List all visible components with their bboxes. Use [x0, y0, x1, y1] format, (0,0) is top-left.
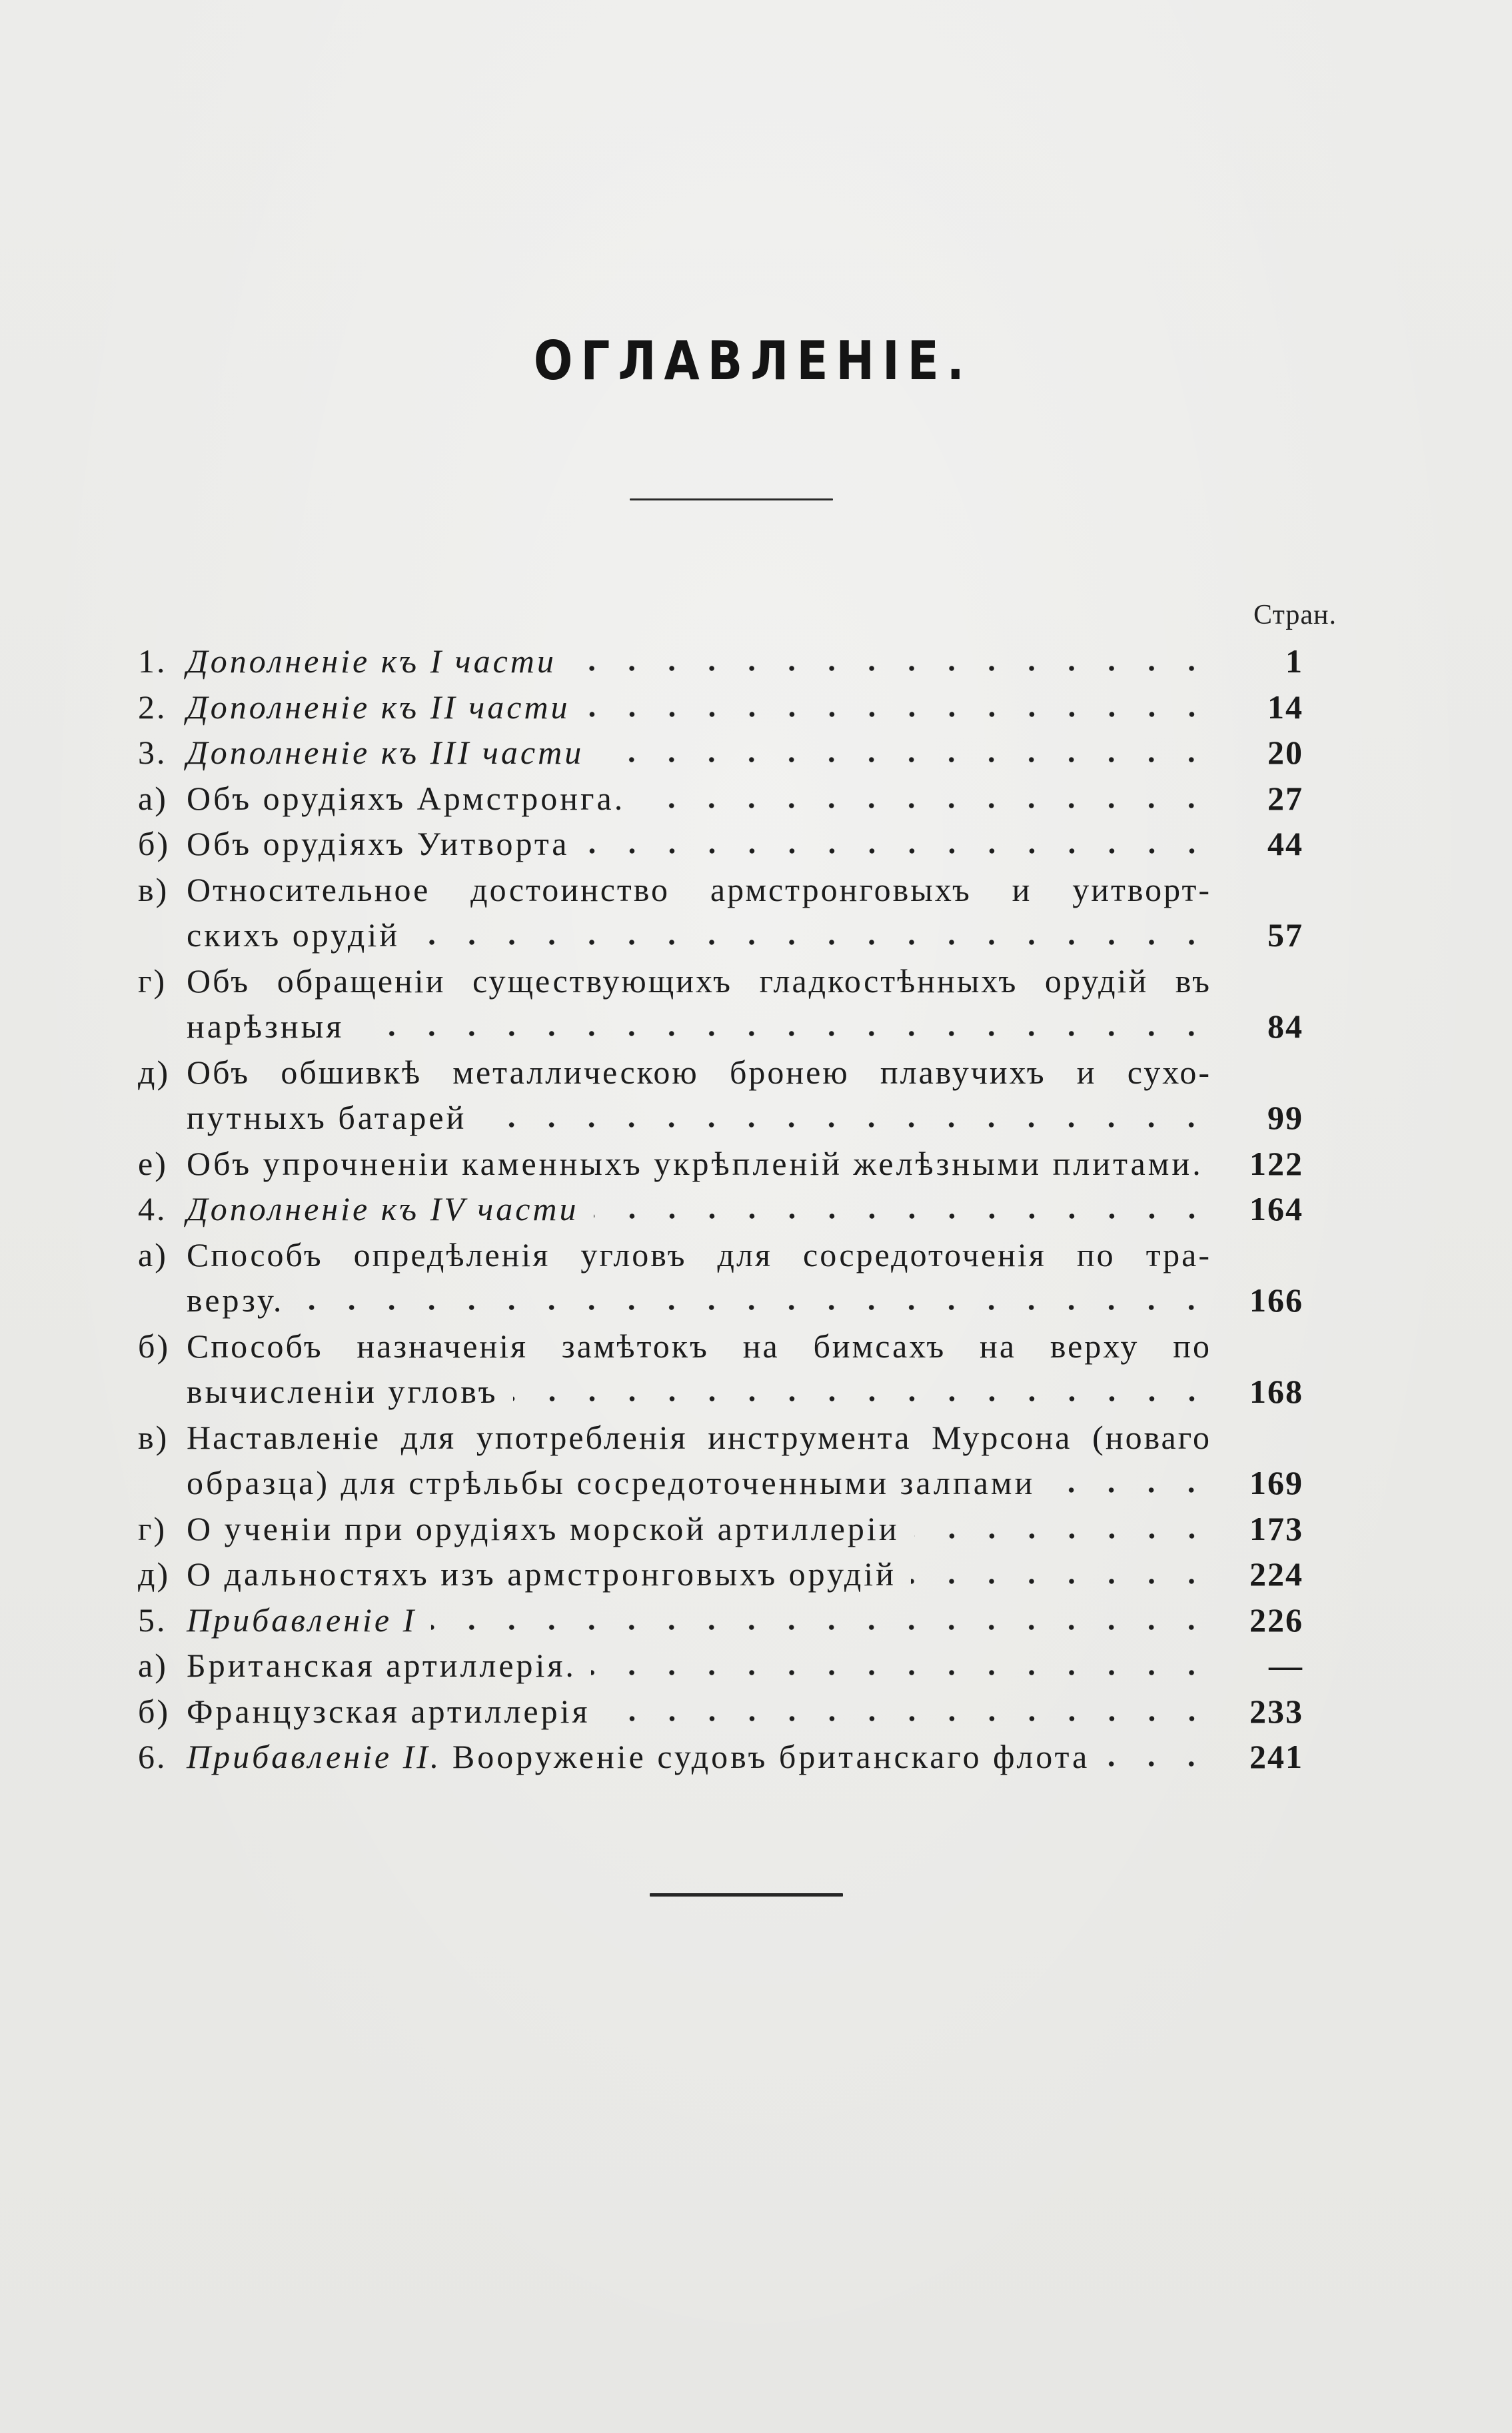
- toc-entry-text: О дальностяхъ изъ армстронговыхъ орудій: [187, 1555, 896, 1593]
- toc-page-number: 173: [1249, 1509, 1303, 1547]
- toc-entry: [0, 1006, 1512, 1052]
- toc-entry-title: [187, 687, 1211, 727]
- toc-page-number: 44: [1267, 825, 1303, 862]
- dot-leader: [431, 1623, 1211, 1631]
- toc-entry: [0, 1509, 1512, 1555]
- toc-entry-number: 4.: [138, 1190, 167, 1227]
- toc-page-number: 14: [1267, 688, 1303, 726]
- toc-entry-title: [187, 1189, 1211, 1229]
- toc-entry-title: [187, 1098, 1211, 1138]
- toc-entry-title: [187, 641, 1211, 681]
- toc-entry-title: [187, 915, 1211, 955]
- toc-entry-text: скихъ орудій: [187, 916, 400, 954]
- toc-page-number: 84: [1267, 1008, 1303, 1045]
- dot-leader: [598, 756, 1211, 764]
- toc-page-number: 57: [1267, 916, 1303, 954]
- toc-entry: [0, 687, 1512, 733]
- toc-entry-italic-title: Дополненіе къ II части: [187, 688, 570, 726]
- toc-entry: [0, 732, 1512, 778]
- toc-entry-number: д): [138, 1555, 171, 1593]
- toc-entry: [0, 1098, 1512, 1144]
- toc-page-number: 99: [1267, 1099, 1303, 1136]
- toc-entry-number: 2.: [138, 688, 167, 726]
- toc-entry-number: г): [138, 1509, 167, 1547]
- toc-entry-italic-title: Прибавленіе I: [187, 1601, 417, 1639]
- toc-entry: [0, 961, 1512, 1007]
- dot-leader: [640, 802, 1211, 810]
- toc-entry-number: г): [138, 962, 167, 1000]
- toc-entry-number: в): [138, 1418, 169, 1456]
- toc-entry-title: [187, 1691, 1211, 1731]
- dot-leader: [591, 1669, 1211, 1677]
- dot-leader: [585, 710, 1211, 718]
- toc-entry: [0, 1371, 1512, 1417]
- dot-leader: [414, 938, 1211, 946]
- dot-leader: [911, 1577, 1211, 1585]
- toc-page-number: 168: [1249, 1373, 1303, 1410]
- toc-entry-text: нарѣзныя: [187, 1008, 345, 1045]
- toc-entry-title: [187, 1600, 1211, 1640]
- toc-page-number: 1: [1285, 642, 1303, 680]
- toc-entry-title: [187, 1554, 1211, 1594]
- dot-leader: [584, 847, 1211, 855]
- toc-entry-text: Относительное достоинство армстронговыхъ и уитворт-: [187, 870, 1211, 908]
- toc-page-number: 233: [1249, 1692, 1303, 1730]
- toc-entry-text: Объ орудіяхъ Армстронга.: [187, 779, 626, 817]
- toc-entry-text: Французская артиллерія: [187, 1692, 590, 1730]
- toc-entry: [0, 1600, 1512, 1646]
- toc-entry-text: Объ упрочненіи каменныхъ укрѣпленій желѣзными плитами.: [187, 1144, 1203, 1182]
- toc-entry-number: 6.: [138, 1738, 167, 1775]
- toc-entry-italic-title: Дополненіе къ IV части: [187, 1190, 579, 1227]
- toc-entry: [0, 1737, 1512, 1783]
- toc-entry-title: [187, 1737, 1211, 1777]
- toc-entry-number: д): [138, 1053, 171, 1091]
- toc-entry: [0, 641, 1512, 687]
- dot-leader: [914, 1532, 1211, 1540]
- toc-entry-text: Объ обращеніи существующихъ гладкостѣнныхъ орудій въ: [187, 962, 1211, 1000]
- toc-entry: [0, 1645, 1512, 1691]
- toc-entry: [0, 1280, 1512, 1326]
- toc-entry-text: Наставленіе для употребленія инструмента Мурсона (новаго: [187, 1418, 1211, 1456]
- toc-entry-number: е): [138, 1144, 168, 1182]
- end-divider-rule: [650, 1893, 843, 1897]
- page-title: ОГЛАВЛЕНІЕ.: [533, 330, 972, 392]
- toc-entry-italic-title: Дополненіе къ I части: [187, 642, 556, 680]
- toc-entry-title: [187, 1326, 1211, 1366]
- toc-entry-number: а): [138, 1235, 168, 1273]
- toc-entry-italic-title: Прибавленіе II.: [187, 1738, 442, 1775]
- toc-entry: [0, 870, 1512, 916]
- toc-entry-number: б): [138, 1327, 171, 1365]
- toc-entry: [0, 1189, 1512, 1235]
- toc-entry-text: Способъ опредѣленія угловъ для сосредоточенія по тра-: [187, 1235, 1211, 1273]
- toc-entry-title: [187, 1371, 1211, 1411]
- toc-entry-text: О ученіи при орудіяхъ морской артиллеріи: [187, 1509, 900, 1547]
- toc-entry-title: [187, 1235, 1211, 1275]
- toc-entry: [0, 1417, 1512, 1463]
- dot-leader: [1104, 1760, 1211, 1768]
- toc-entry-text: вычисленіи угловъ: [187, 1373, 498, 1410]
- toc-entry-title: [187, 1280, 1211, 1320]
- page-column-header: Стран.: [1253, 600, 1337, 630]
- toc-entry-number: б): [138, 825, 171, 862]
- toc-entry-number: 5.: [138, 1601, 167, 1639]
- toc-entry-text: образца) для стрѣльбы сосредоточенными залпами: [187, 1464, 1036, 1501]
- toc-entry-text: Объ обшивкѣ металлическою бронею плавучихъ и сухо-: [187, 1053, 1211, 1091]
- toc-entry-title: [187, 824, 1211, 864]
- toc-entry-title: [187, 1645, 1211, 1685]
- toc-entry-title: [187, 1006, 1211, 1046]
- toc-page-number: 226: [1249, 1601, 1303, 1639]
- toc-entry-title: [187, 870, 1211, 910]
- toc-entry-text: путныхъ батарей: [187, 1099, 467, 1136]
- toc-entry-title: [187, 1052, 1211, 1092]
- toc-page-number: 27: [1267, 779, 1303, 817]
- toc-entry: [0, 1554, 1512, 1600]
- toc-entry: [0, 778, 1512, 824]
- toc-page-number: —: [1269, 1647, 1303, 1684]
- toc-entry-number: б): [138, 1692, 171, 1730]
- dot-leader: [594, 1212, 1211, 1220]
- toc-page-number: 169: [1249, 1464, 1303, 1501]
- toc-entry: [0, 1691, 1512, 1737]
- toc-page-number: 164: [1249, 1190, 1303, 1227]
- toc-entry-text: Объ орудіяхъ Уитворта: [187, 825, 570, 862]
- toc-entry-title: [187, 1463, 1211, 1503]
- toc-entry-text: верзу.: [187, 1281, 285, 1319]
- toc-entry: [0, 1463, 1512, 1509]
- toc-entry-number: в): [138, 870, 169, 908]
- toc-entry-title: [187, 1417, 1211, 1457]
- toc-entry-italic-title: Дополненіе къ III части: [187, 734, 584, 771]
- dot-leader: [481, 1121, 1211, 1129]
- toc-entry-text: Вооруженіе судовъ британскаго флота: [441, 1738, 1090, 1775]
- toc-page-number: 166: [1249, 1281, 1303, 1319]
- dot-leader: [1050, 1486, 1211, 1494]
- dot-leader: [513, 1395, 1212, 1403]
- toc-entry-title: [187, 732, 1211, 772]
- toc-page-number: 241: [1249, 1738, 1303, 1775]
- dot-leader: [359, 1030, 1211, 1038]
- toc-entry-title: [187, 961, 1211, 1001]
- toc-entry-number: 3.: [138, 734, 167, 771]
- toc-page-number: 20: [1267, 734, 1303, 771]
- dot-leader: [605, 1715, 1211, 1723]
- toc-entry-number: а): [138, 1647, 168, 1684]
- toc-entry-number: 1.: [138, 642, 167, 680]
- toc-entry-title: [187, 778, 1211, 818]
- toc-entry: [0, 1326, 1512, 1372]
- title-divider-rule: [630, 498, 833, 500]
- toc-entry: [0, 1144, 1512, 1190]
- dot-leader: [571, 664, 1211, 672]
- toc-entry-number: а): [138, 779, 168, 817]
- toc-entry: [0, 915, 1512, 961]
- toc-page-number: 224: [1249, 1555, 1303, 1593]
- toc-entry: [0, 1052, 1512, 1098]
- toc-entry-text: Британская артиллерія.: [187, 1647, 576, 1684]
- toc-entry-title: [187, 1509, 1211, 1549]
- toc-entry: [0, 824, 1512, 870]
- toc-page-number: 122: [1249, 1144, 1303, 1182]
- dot-leader: [299, 1303, 1211, 1311]
- toc-entry-text: Способъ назначенія замѣтокъ на бимсахъ на верху по: [187, 1327, 1211, 1365]
- toc-entry: [0, 1235, 1512, 1281]
- toc-entry-title: [187, 1144, 1211, 1184]
